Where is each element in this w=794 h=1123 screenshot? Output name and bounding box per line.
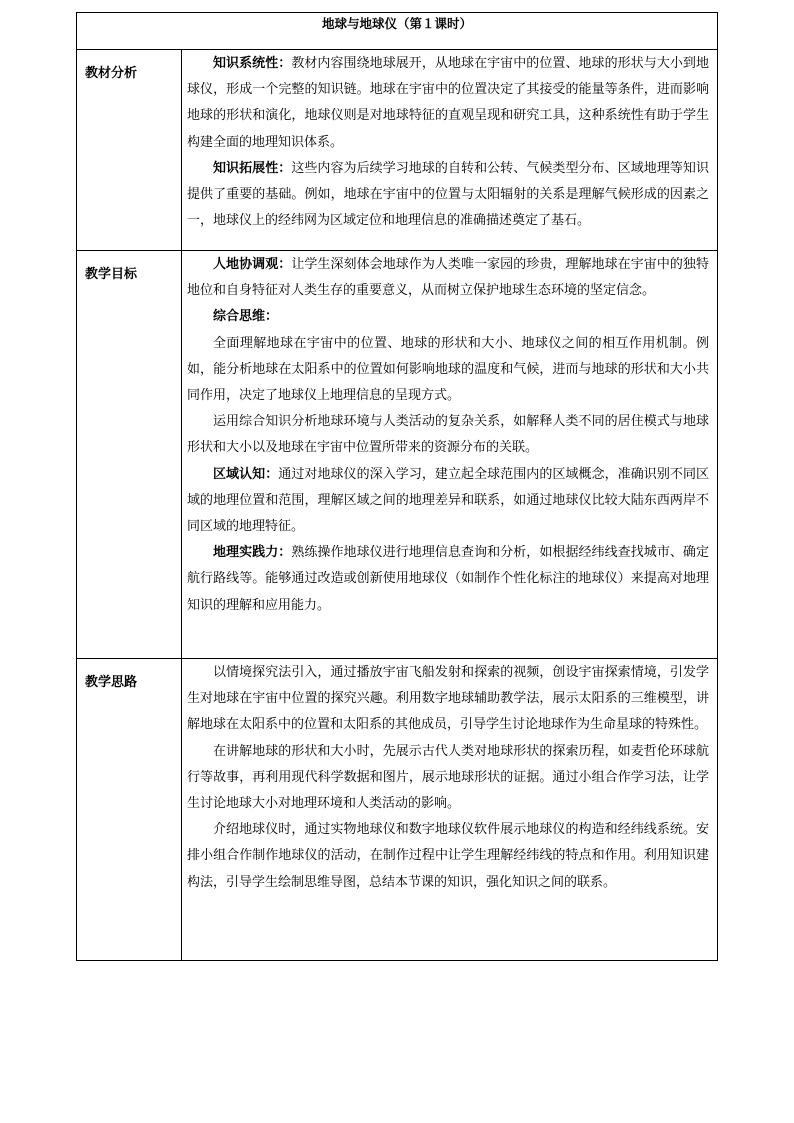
paragraph <box>187 817 709 896</box>
section-row-material-analysis <box>77 50 718 251</box>
section-content-cell <box>182 251 718 659</box>
paragraph-lead: 地理实践力： <box>213 545 292 561</box>
paragraph-lead: 区域认知： <box>213 466 279 482</box>
section-label: 教材分析 <box>85 66 138 81</box>
paragraph <box>187 156 709 235</box>
section-row-teaching-approach <box>77 659 718 961</box>
paragraph-text: 运用综合知识分析地球环境与人类活动的复杂关系，如解释人类不同的居住模式与地球形状和大小以及地球在宇宙中位置所带来的资源分布的关联。 <box>187 414 710 456</box>
section-label: 教学目标 <box>85 267 138 282</box>
section-row-teaching-goals <box>77 251 718 659</box>
section-content-cell <box>182 50 718 251</box>
paragraph-lead: 知识系统性： <box>213 56 292 71</box>
paragraph <box>187 462 709 541</box>
section-label-cell <box>77 50 182 251</box>
title-row <box>77 13 718 50</box>
paragraph <box>187 409 709 461</box>
section-label-cell <box>77 659 182 961</box>
document-title: 地球与地球仪（第１课时） <box>322 16 473 31</box>
paragraph-text: 以情境探究法引入，通过播放宇宙飞船发射和探索的视频，创设宇宙探索情境，引发学生对地球在宇宙中位置的探究兴趣。利用数字地球辅助教学法，展示太阳系的三维模型，讲解地球在太阳系中的位置和太阳系的其他成员，引导学生讨论地球作为生命星球的特殊性。 <box>187 665 710 733</box>
paragraph-text: 这些内容为后续学习地球的自转和公转、气候类型分布、区域地理等知识提供了重要的基础。例如，地球在宇宙中的位置与太阳辐射的关系是理解气候形成的因素之一，地球仪上的经纬网为区域定位和地理信息的准确描述奠定了基石。 <box>187 160 710 229</box>
paragraph-text: 熟练操作地球仪进行地理信息查询和分析，如根据经纬线查找城市、确定航行路线等。能够通过改造或创新使用地球仪（如制作个性化标注的地球仪）来提高对地理知识的理解和应用能力。 <box>187 545 710 613</box>
section-content-cell <box>182 659 718 961</box>
paragraph <box>187 540 709 619</box>
paragraph-text: 全面理解地球在宇宙中的位置、地球的形状和大小、地球仪之间的相互作用机制。例如，能分析地球在太阳系中的位置如何影响地球的温度和气候，进而与地球的形状和大小共同作用，决定了地球仪上地理信息的呈现方式。 <box>187 335 710 404</box>
paragraph-text: 通过对地球仪的深入学习，建立起全球范围内的区域概念，准确识别不同区域的地理位置和范围，理解区域之间的地理差异和联系，如通过地球仪比较大陆东西两岸不同区域的地理特征。 <box>187 466 710 535</box>
paragraph-text: 介绍地球仪时，通过实物地球仪和数字地球仪软件展示地球仪的构造和经纬线系统。安排小组合作制作地球仪的活动，在制作过程中让学生理解经纬线的特点和作用。利用知识建构法，引导学生绘制思维导图，总结本节课的知识，强化知识之间的联系。 <box>187 822 710 890</box>
paragraph <box>187 660 709 739</box>
paragraph-lead: 人地协调观： <box>213 257 292 272</box>
lesson-plan-page <box>76 12 717 961</box>
section-label: 教学思路 <box>85 675 138 690</box>
section-label-cell <box>77 251 182 659</box>
paragraph <box>187 331 709 410</box>
title-cell <box>77 13 718 50</box>
paragraph-lead: 综合思维： <box>213 309 279 325</box>
paragraph <box>187 51 709 156</box>
paragraph <box>187 252 709 304</box>
paragraph-text: 在讲解地球的形状和大小时，先展示古代人类对地球形状的探索历程，如麦哲伦环球航行等故事，再利用现代科学数据和图片，展示地球形状的证据。通过小组合作学习法，让学生讨论地球大小对地理环境和人类活动的影响。 <box>187 743 710 812</box>
paragraph-text: 教材内容围绕地球展开，从地球在宇宙中的位置、地球的形状与大小到地球仪，形成一个完整的知识链。地球在宇宙中的位置决定了其接受的能量等条件，进而影响地球的形状和演化，地球仪则是对地球特征的直观呈现和研究工具，这种系统性有助于学生构建全面的地理知识体系。 <box>187 56 710 150</box>
lesson-plan-table <box>76 12 718 961</box>
paragraph-text: 让学生深刻体会地球作为人类唯一家园的珍贵，理解地球在宇宙中的独特地位和自身特征对人类生存的重要意义，从而树立保护地球生态环境的坚定信念。 <box>187 257 709 299</box>
paragraph <box>187 739 709 818</box>
paragraph-lead: 知识拓展性： <box>213 160 292 176</box>
paragraph <box>187 304 709 330</box>
